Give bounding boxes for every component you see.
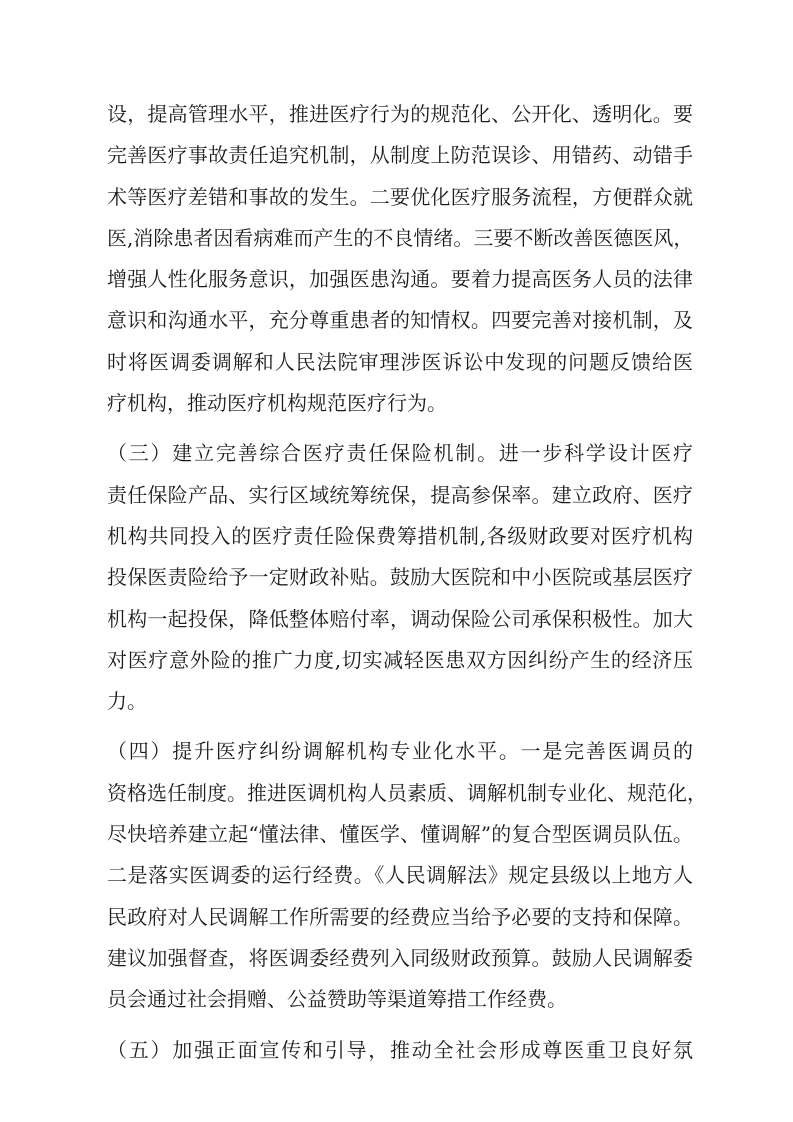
text-line: 术等医疗差错和事故的发生。二要优化医疗服务流程，方便群众就 <box>107 184 693 209</box>
text-line: 力。 <box>107 689 147 714</box>
text-line: 员会通过社会捐赠、公益赞助等渠道筹措工作经费。 <box>107 987 567 1012</box>
text-line: 意识和沟通水平，充分尊重患者的知情权。四要完善对接机制，及 <box>107 308 693 333</box>
document-body <box>107 94 707 1071</box>
text-line: （四）提升医疗纠纷调解机构专业化水平。一是完善医调员的 <box>107 739 693 764</box>
text-line: 建议加强督查，将医调委经费列入同级财政预算。鼓励人民调解委 <box>107 945 693 970</box>
text-line: 医,消除患者因看病难而产生的不良情绪。三要不断改善医德医风， <box>107 225 694 250</box>
text-line: 时将医调委调解和人民法院审理涉医诉讼中发现的问题反馈给医 <box>107 349 693 374</box>
text-line: 二是落实医调委的运行经费。《人民调解法》规定县级以上地方人 <box>107 863 693 888</box>
text-line: 机构共同投入的医疗责任险保费筹措机制,各级财政要对医疗机构 <box>107 523 693 548</box>
text-line: 民政府对人民调解工作所需要的经费应当给予必要的支持和保障。 <box>107 904 693 929</box>
text-line: （五）加强正面宣传和引导，推动全社会形成尊医重卫良好氛 <box>107 1037 693 1062</box>
text-line: 资格选任制度。推进医调机构人员素质、调解机制专业化、规范化， <box>107 780 707 805</box>
paragraph-3 <box>107 731 707 1020</box>
text-line: 完善医疗事故责任追究机制，从制度上防范误诊、用错药、动错手 <box>107 143 693 168</box>
paragraph-1 <box>107 94 693 424</box>
text-line: 责任保险产品、实行区域统筹统保，提高参保率。建立政府、医疗 <box>107 482 693 507</box>
text-line: 设，提高管理水平，推进医疗行为的规范化、公开化、透明化。要 <box>107 102 693 126</box>
text-line: 投保医责险给予一定财政补贴。鼓励大医院和中小医院或基层医疗 <box>107 565 693 590</box>
text-line: 疗机构，推动医疗机构规范医疗行为。 <box>107 391 447 416</box>
text-line: 对医疗意外险的推广力度,切实减轻医患双方因纠纷产生的经济压 <box>107 647 693 672</box>
text-line: 尽快培养建立起“懂法律、懂医学、懂调解”的复合型医调员队伍。 <box>107 822 693 847</box>
text-line: 机构一起投保，降低整体赔付率，调动保险公司承保积极性。加大 <box>107 606 693 631</box>
text-line: 增强人性化服务意识，加强医患沟通。要着力提高医务人员的法律 <box>107 267 693 292</box>
text-line: （三）建立完善综合医疗责任保险机制。进一步科学设计医疗 <box>107 441 693 466</box>
paragraph-2 <box>107 433 693 722</box>
paragraph-4 <box>107 1030 693 1071</box>
